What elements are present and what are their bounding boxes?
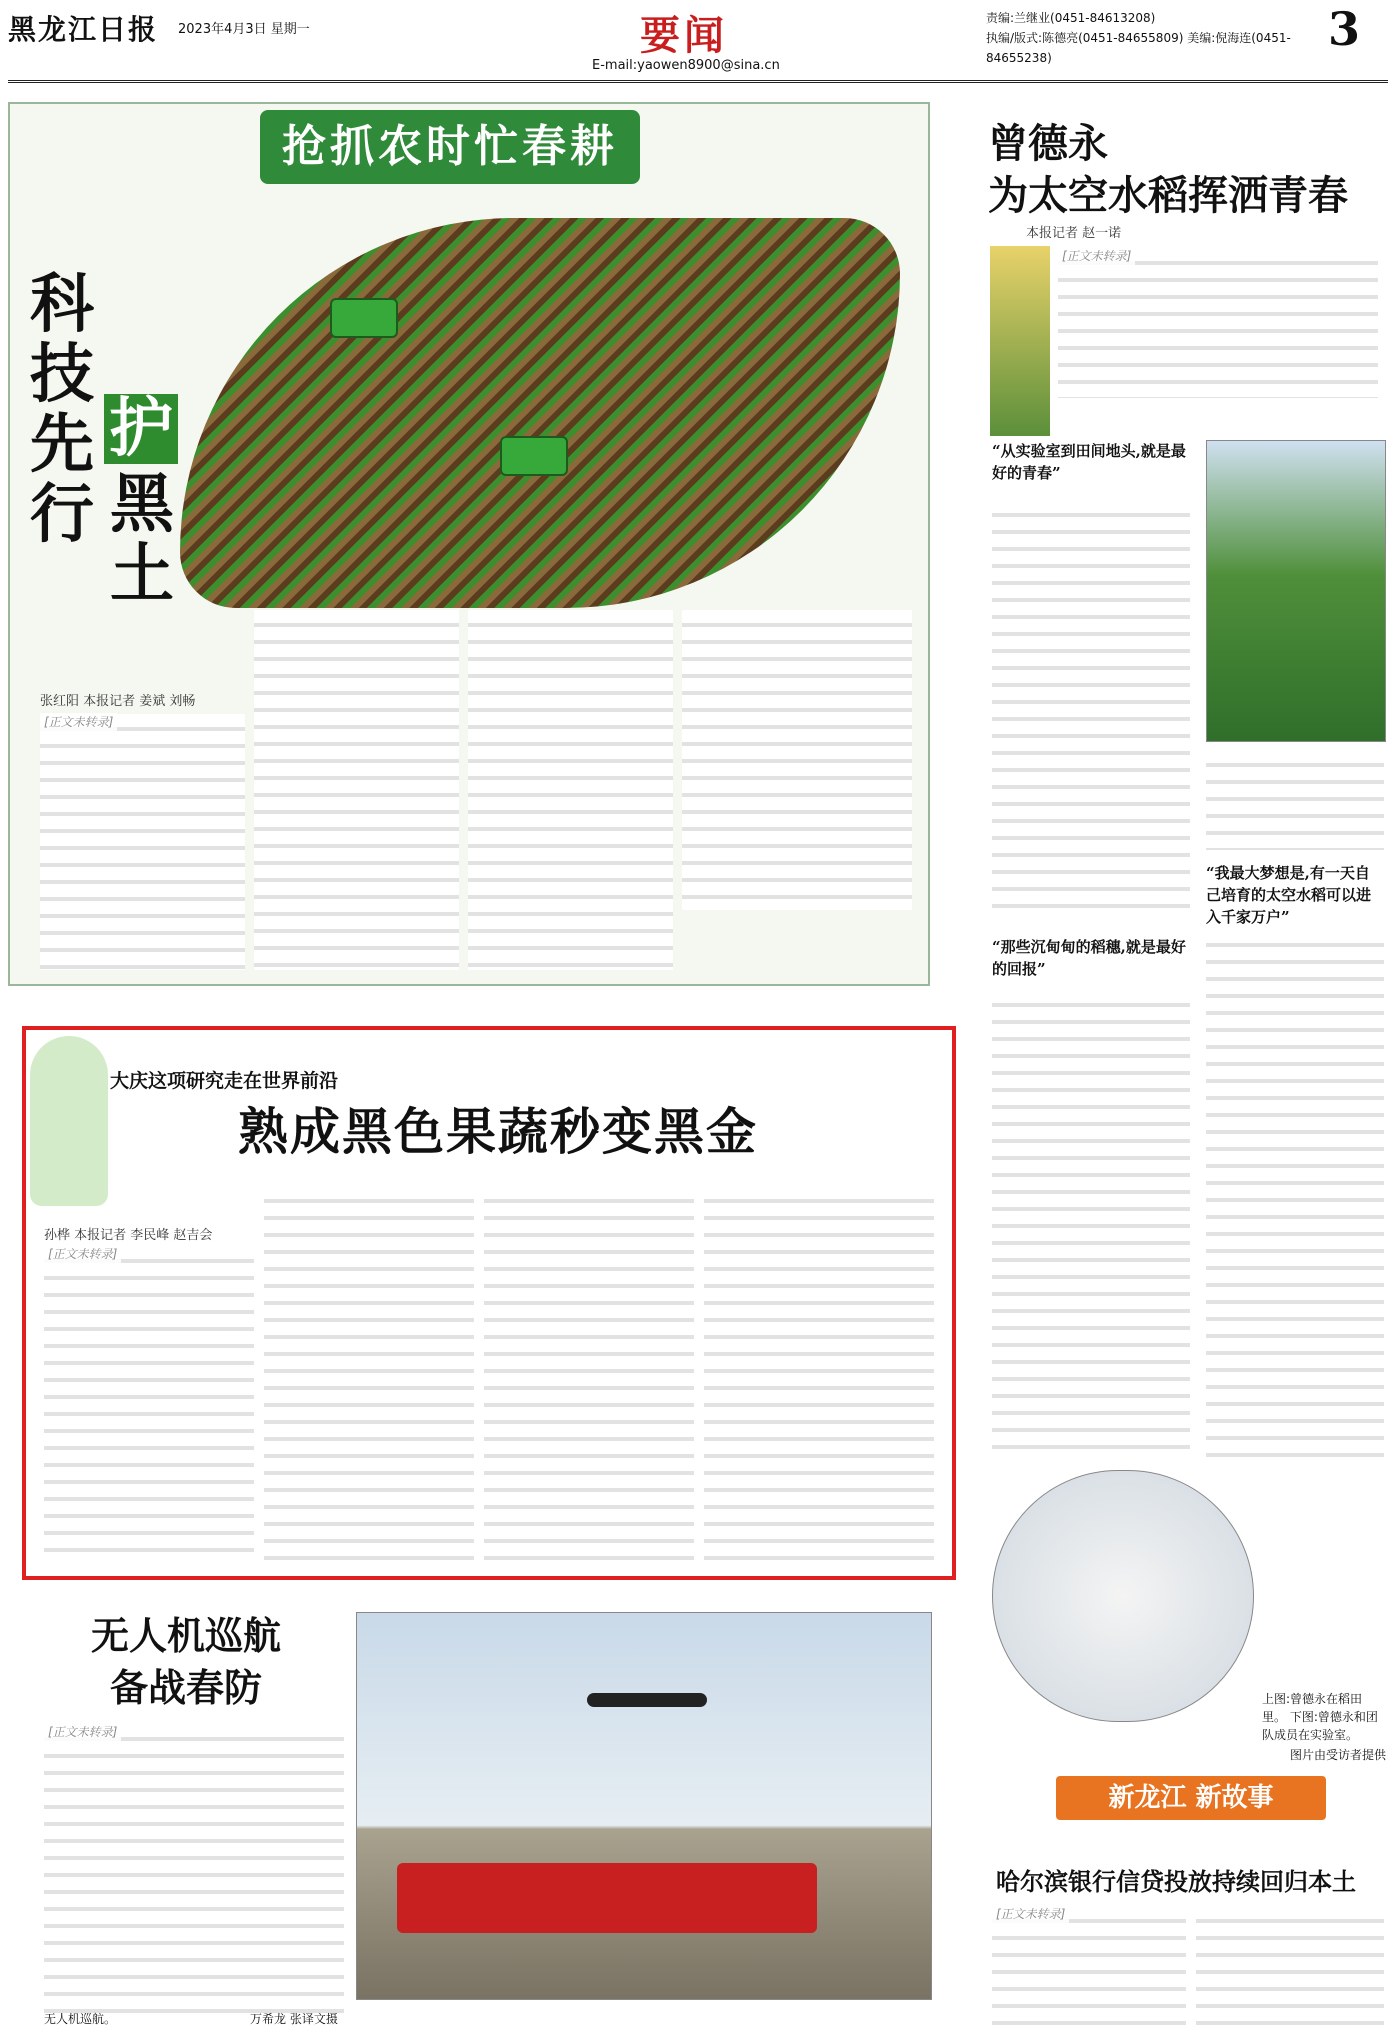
lab-photo xyxy=(992,1470,1254,1722)
drone-photo-credit: 万希龙 张译文摄 xyxy=(250,2012,338,2026)
rice-quote-heading: “那些沉甸甸的稻穗,就是最好的回报” xyxy=(992,938,1186,978)
tractor-icon xyxy=(500,436,568,476)
farm-body-column xyxy=(40,714,245,970)
research-body-column xyxy=(44,1246,254,1562)
research-body-column xyxy=(264,1186,474,1562)
series-banner: 新龙江 新故事 xyxy=(1056,1776,1326,1820)
rice-intro-text xyxy=(1058,248,1378,398)
issue-date: 2023年4月3日 星期一 xyxy=(178,22,310,37)
section-title: 要闻 xyxy=(640,12,728,59)
farm-title-col1 xyxy=(30,267,110,552)
rice-quote-heading: “从实验室到田间地头,就是最好的青春” xyxy=(992,442,1186,482)
rice-body-column xyxy=(992,990,1190,1460)
farm-title-char: 科 xyxy=(30,267,94,342)
untranscribed-note: [正文未转录] xyxy=(40,713,117,731)
tractor-icon xyxy=(330,298,398,338)
research-kicker: 大庆这项研究走在世界前沿 xyxy=(110,1070,339,1092)
drone-photo-caption: 无人机巡航。 xyxy=(44,2012,117,2026)
research-body-column xyxy=(704,1186,934,1562)
masthead-rule xyxy=(8,80,1388,83)
farm-body-column xyxy=(468,610,673,970)
bank-body-column xyxy=(1196,1906,1384,2030)
lightbulb-icon xyxy=(30,1036,108,1206)
fire-truck-icon xyxy=(397,1863,817,1933)
farm-title-char: 先 xyxy=(30,407,94,482)
farm-byline: 张红阳 本报记者 姜斌 刘畅 xyxy=(40,694,196,709)
rice-body-column xyxy=(992,500,1190,920)
untranscribed-note: [正文未转录] xyxy=(44,1723,121,1741)
editor-credits xyxy=(986,8,1316,68)
rice-photo-caption: 上图:曾德永在稻田里。 下图:曾德永和团队成员在实验室。 xyxy=(1262,1692,1378,1742)
research-body-column xyxy=(484,1186,694,1562)
drone-photo xyxy=(356,1612,932,2000)
farm-title-char: 行 xyxy=(30,477,94,552)
editor-line: 责编:兰继业(0451-84613208) xyxy=(986,11,1156,25)
research-byline: 孙桦 本报记者 李民峰 赵吉会 xyxy=(44,1228,213,1243)
drone-icon xyxy=(587,1693,707,1707)
farm-slogan-banner: 抢抓农时忙春耕 xyxy=(260,110,640,184)
paper-logo: 黑龙江日报 xyxy=(8,13,159,46)
rice-title-line: 曾德永 xyxy=(988,120,1108,167)
rice-byline: 本报记者 赵一诺 xyxy=(1026,226,1122,241)
page-number: 3 xyxy=(1328,2,1361,56)
farm-body-column xyxy=(254,610,459,970)
section-email: E-mail:yaowen8900@sina.cn xyxy=(592,58,780,73)
rice-story-title xyxy=(988,118,1348,222)
farm-body-column xyxy=(682,610,912,910)
rice-stalk-illustration xyxy=(990,246,1050,436)
drone-body-column xyxy=(44,1724,344,2020)
farm-title-char: 土 xyxy=(110,537,174,612)
rice-photo-credit: 图片由受访者提供 xyxy=(1289,1748,1386,1762)
rice-title-line: 为太空水稻挥洒青春 xyxy=(988,172,1348,219)
rice-body-column xyxy=(1206,930,1384,1460)
drone-title-line: 备战春防 xyxy=(109,1665,262,1710)
untranscribed-note: [正文未转录] xyxy=(44,1245,121,1263)
rice-body-column xyxy=(1206,750,1384,850)
farm-title-col2 xyxy=(110,467,190,612)
farm-title-char: 黑 xyxy=(110,467,174,542)
drone-story-title xyxy=(76,1610,296,1714)
untranscribed-note: [正文未转录] xyxy=(1058,247,1135,265)
bank-body-column xyxy=(992,1906,1186,2030)
research-headline: 熟成黑色果蔬秒变黑金 xyxy=(238,1102,758,1161)
farm-title-char: 技 xyxy=(30,337,94,412)
farm-title-highlight: 护 xyxy=(104,394,178,464)
rice-field-photo xyxy=(1206,440,1386,742)
editor-line: 执编/版式:陈德亮(0451-84655809) 美编:倪海连(0451-84655238) xyxy=(986,31,1291,65)
drone-title-line: 无人机巡航 xyxy=(90,1613,281,1658)
rice-quote-heading: “我最大梦想是,有一天自己培育的太空水稻可以进入千家万户” xyxy=(1206,864,1372,926)
bank-story-title: 哈尔滨银行信贷投放持续回归本土 xyxy=(996,1867,1356,1896)
untranscribed-note: [正文未转录] xyxy=(992,1905,1069,1923)
